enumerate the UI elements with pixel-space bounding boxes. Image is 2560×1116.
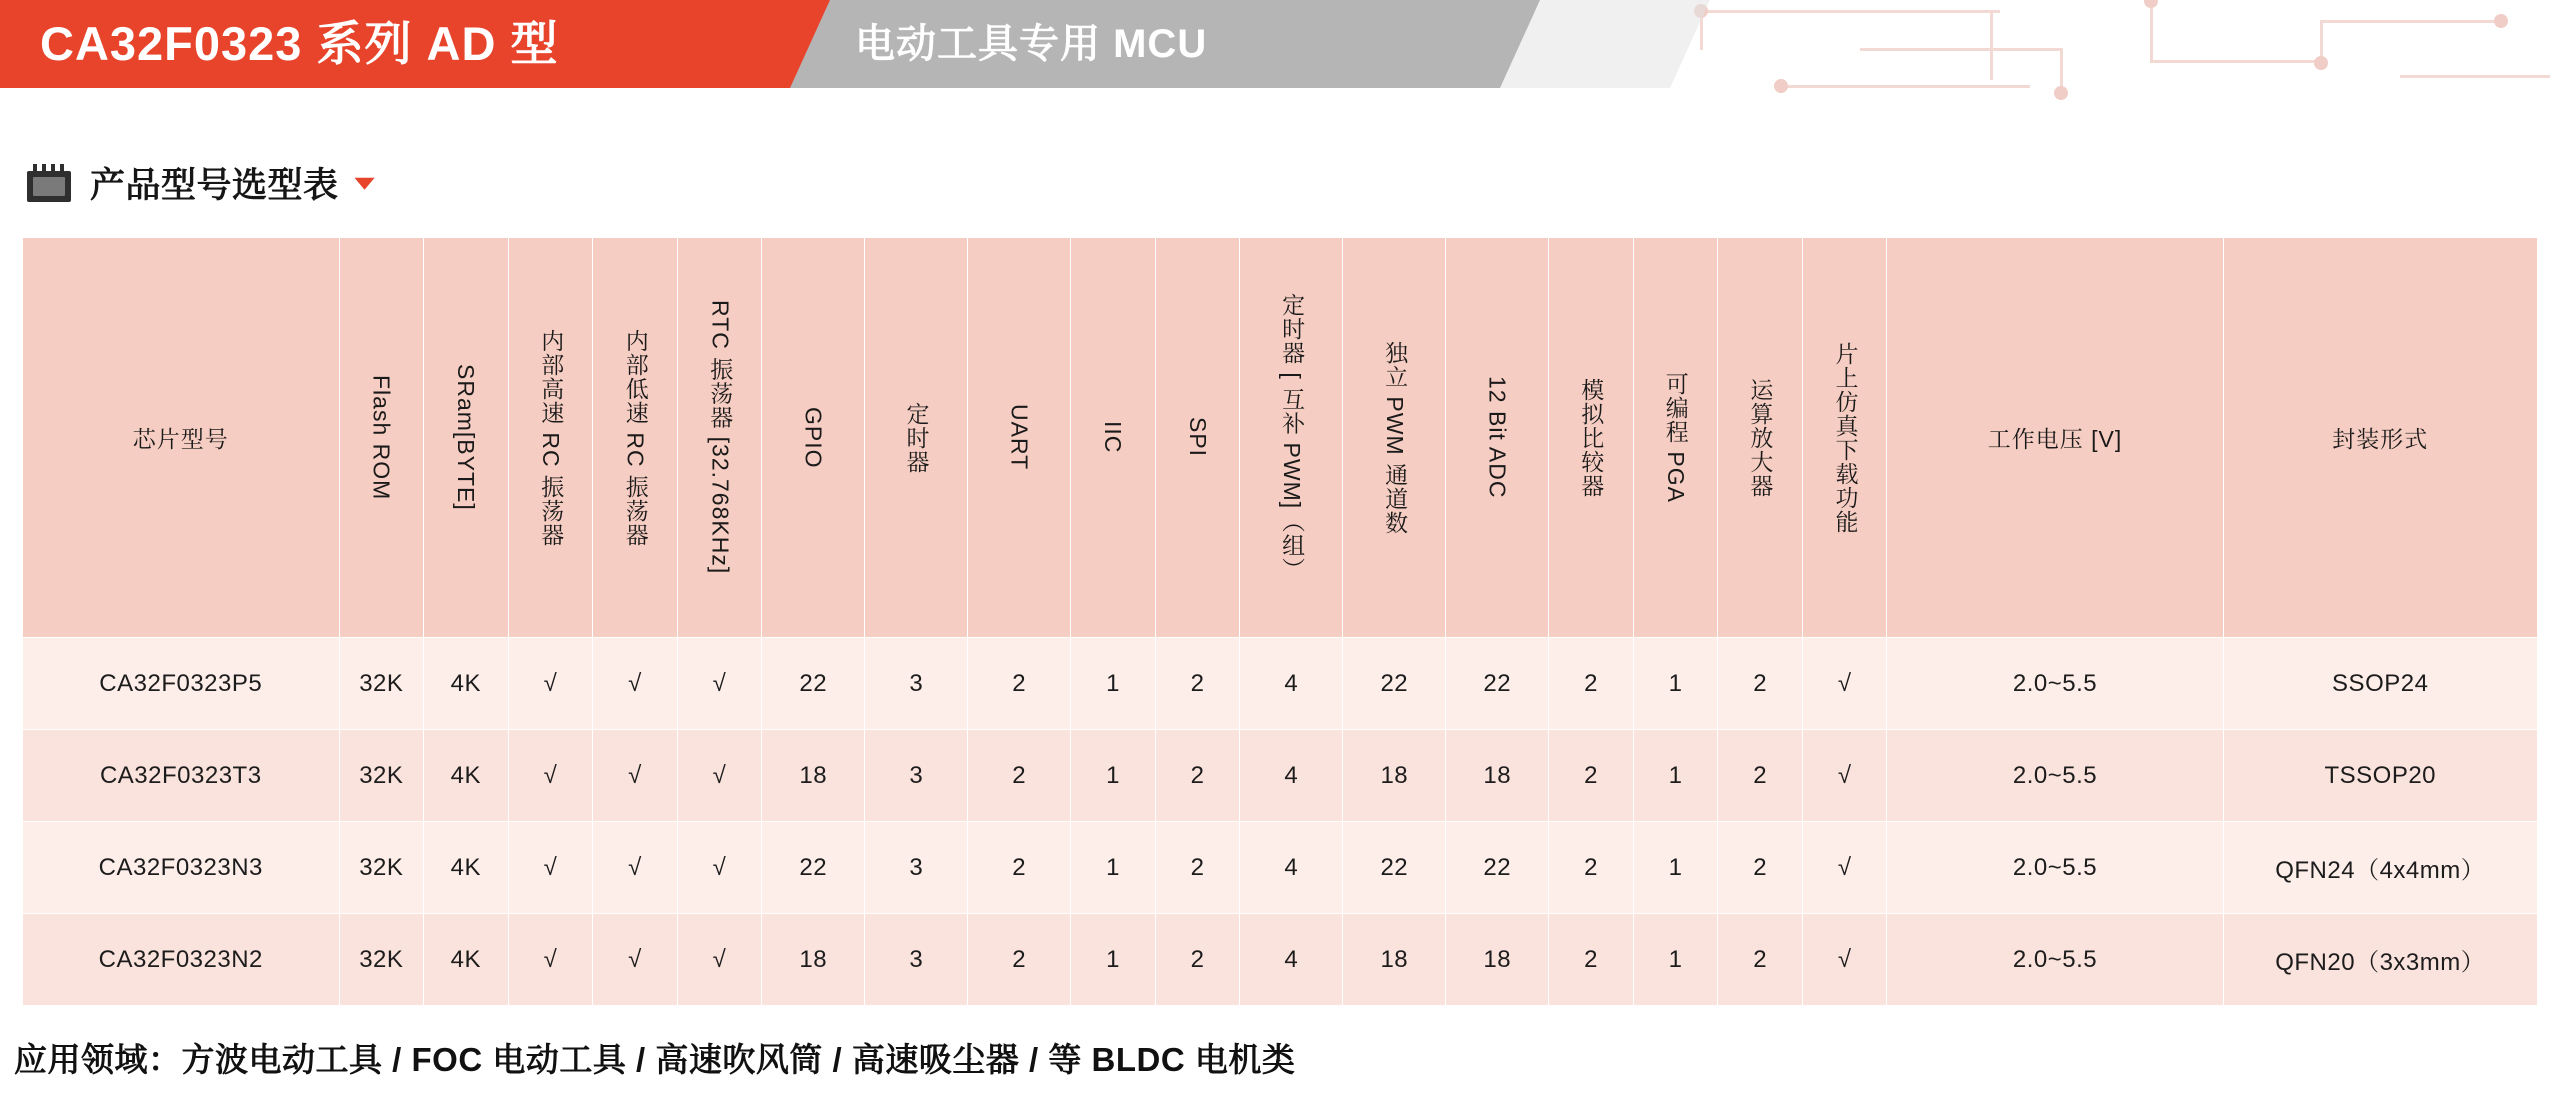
header-label: 运算放大器 [1747, 377, 1774, 498]
cell-uart: 2 [968, 730, 1071, 822]
cell-op-amp: 2 [1718, 914, 1803, 1006]
header-label: UART [1006, 404, 1033, 471]
cell-sram: 4K [424, 638, 509, 730]
cell-on-chip-debug: √ [1802, 638, 1887, 730]
cell-flash-rom: 32K [339, 822, 424, 914]
cell-spi: 2 [1155, 822, 1240, 914]
cell-on-chip-debug: √ [1802, 730, 1887, 822]
cell-chip-model: CA32F0323N3 [23, 822, 340, 914]
table-row [23, 638, 2538, 730]
application-areas-text: 应用领域：方波电动工具 / FOC 电动工具 / 高速吹风筒 / 高速吸尘器 / 等 BLDC 电机类 [14, 1041, 1296, 1078]
cell-internal-ls-rc: √ [593, 730, 678, 822]
cell-timer: 3 [865, 730, 968, 822]
header-12bit-adc [1446, 238, 1549, 638]
cell-timer-complementary-pwm: 4 [1240, 822, 1343, 914]
header-label: 片上仿真下载功能 [1832, 341, 1859, 534]
cell-analog-comparator: 2 [1549, 638, 1634, 730]
cell-independent-pwm-channels: 22 [1343, 638, 1446, 730]
cell-package-type: QFN24（4x4mm） [2223, 822, 2538, 914]
cell-iic: 1 [1071, 730, 1156, 822]
header-package-type [2223, 238, 2538, 638]
table-row [23, 730, 2538, 822]
header-uart [968, 238, 1071, 638]
cell-on-chip-debug: √ [1802, 914, 1887, 1006]
cell-operating-voltage: 2.0~5.5 [1887, 638, 2223, 730]
cell-independent-pwm-channels: 22 [1343, 822, 1446, 914]
cell-programmable-pga: 1 [1633, 914, 1718, 1006]
header-timer [865, 238, 968, 638]
spec-table-wrapper [22, 237, 2538, 1006]
cell-op-amp: 2 [1718, 730, 1803, 822]
cell-spi: 2 [1155, 730, 1240, 822]
cell-timer: 3 [865, 638, 968, 730]
cell-uart: 2 [968, 638, 1071, 730]
cell-rtc-osc: √ [677, 914, 762, 1006]
cell-timer-complementary-pwm: 4 [1240, 914, 1343, 1006]
cell-gpio: 22 [762, 822, 865, 914]
header-label: SRam[BYTE] [453, 364, 480, 511]
product-selection-table [22, 237, 2538, 1006]
cell-12bit-adc: 18 [1446, 914, 1549, 1006]
cell-uart: 2 [968, 914, 1071, 1006]
header-analog-comparator [1549, 238, 1634, 638]
header-chip-model [23, 238, 340, 638]
header-label: 12 Bit ADC [1484, 376, 1511, 499]
chip-icon [22, 164, 76, 202]
header-operating-voltage [1887, 238, 2223, 638]
cell-iic: 1 [1071, 822, 1156, 914]
header-label: RTC 振荡器 [32.768KHz] [707, 300, 734, 575]
header-independent-pwm-channels [1343, 238, 1446, 638]
cell-spi: 2 [1155, 914, 1240, 1006]
cell-timer-complementary-pwm: 4 [1240, 730, 1343, 822]
cell-analog-comparator: 2 [1549, 822, 1634, 914]
cell-internal-ls-rc: √ [593, 638, 678, 730]
header-label: 定时器 [903, 401, 930, 474]
cell-programmable-pga: 1 [1633, 730, 1718, 822]
cell-timer: 3 [865, 914, 968, 1006]
header-label: 内部高速 RC 振荡器 [538, 328, 565, 547]
cell-op-amp: 2 [1718, 638, 1803, 730]
cell-flash-rom: 32K [339, 730, 424, 822]
cell-operating-voltage: 2.0~5.5 [1887, 914, 2223, 1006]
header-label: IIC [1100, 421, 1127, 454]
table-row [23, 822, 2538, 914]
cell-12bit-adc: 22 [1446, 638, 1549, 730]
cell-12bit-adc: 22 [1446, 822, 1549, 914]
cell-rtc-osc: √ [677, 822, 762, 914]
header-label: 定时器 [ 互补 PWM]（组） [1279, 293, 1306, 582]
header-label: 内部低速 RC 振荡器 [622, 328, 649, 547]
header-spi [1155, 238, 1240, 638]
cell-analog-comparator: 2 [1549, 730, 1634, 822]
page-banner [0, 0, 2560, 105]
cell-internal-hs-rc: √ [508, 914, 593, 1006]
cell-package-type: TSSOP20 [2223, 730, 2538, 822]
header-flash-rom [339, 238, 424, 638]
cell-programmable-pga: 1 [1633, 822, 1718, 914]
cell-independent-pwm-channels: 18 [1343, 914, 1446, 1006]
cell-gpio: 18 [762, 914, 865, 1006]
cell-programmable-pga: 1 [1633, 638, 1718, 730]
banner-subtitle: 电动工具专用 MCU [855, 22, 1208, 66]
cell-flash-rom: 32K [339, 638, 424, 730]
header-rtc-osc [677, 238, 762, 638]
header-label: Flash ROM [368, 374, 395, 501]
cell-chip-model: CA32F0323N2 [23, 914, 340, 1006]
section-header [22, 155, 2560, 211]
cell-uart: 2 [968, 822, 1071, 914]
cell-sram: 4K [424, 914, 509, 1006]
cell-internal-ls-rc: √ [593, 914, 678, 1006]
cell-rtc-osc: √ [677, 730, 762, 822]
header-op-amp [1718, 238, 1803, 638]
header-label: 芯片型号 [132, 426, 229, 452]
cell-on-chip-debug: √ [1802, 822, 1887, 914]
header-label: 封装形式 [2332, 426, 2429, 452]
cell-rtc-osc: √ [677, 638, 762, 730]
cell-sram: 4K [424, 822, 509, 914]
cell-timer-complementary-pwm: 4 [1240, 638, 1343, 730]
cell-package-type: QFN20（3x3mm） [2223, 914, 2538, 1006]
header-label: SPI [1184, 417, 1211, 458]
header-label: GPIO [800, 406, 827, 469]
cell-package-type: SSOP24 [2223, 638, 2538, 730]
cell-iic: 1 [1071, 638, 1156, 730]
cell-sram: 4K [424, 730, 509, 822]
header-on-chip-debug [1802, 238, 1887, 638]
banner-title: CA32F0323 系列 AD 型 [40, 17, 559, 70]
cell-analog-comparator: 2 [1549, 914, 1634, 1006]
cell-internal-hs-rc: √ [508, 638, 593, 730]
header-label: 可编程 PGA [1662, 372, 1689, 503]
section-title: 产品型号选型表 [90, 166, 339, 205]
table-header-row [23, 238, 2538, 638]
cell-12bit-adc: 18 [1446, 730, 1549, 822]
chevron-down-icon[interactable]: ▾ [353, 169, 375, 196]
cell-gpio: 22 [762, 638, 865, 730]
cell-internal-hs-rc: √ [508, 730, 593, 822]
cell-internal-ls-rc: √ [593, 822, 678, 914]
header-programmable-pga [1633, 238, 1718, 638]
cell-operating-voltage: 2.0~5.5 [1887, 822, 2223, 914]
cell-chip-model: CA32F0323T3 [23, 730, 340, 822]
header-internal-hs-rc [508, 238, 593, 638]
header-internal-ls-rc [593, 238, 678, 638]
header-label: 工作电压 [V] [1987, 426, 2123, 452]
cell-chip-model: CA32F0323P5 [23, 638, 340, 730]
header-iic [1071, 238, 1156, 638]
cell-timer: 3 [865, 822, 968, 914]
header-label: 独立 PWM 通道数 [1382, 340, 1409, 535]
cell-internal-hs-rc: √ [508, 822, 593, 914]
cell-gpio: 18 [762, 730, 865, 822]
cell-op-amp: 2 [1718, 822, 1803, 914]
header-timer-complementary-pwm [1240, 238, 1343, 638]
header-gpio [762, 238, 865, 638]
header-label: 模拟比较器 [1578, 377, 1605, 498]
cell-independent-pwm-channels: 18 [1343, 730, 1446, 822]
cell-iic: 1 [1071, 914, 1156, 1006]
cell-spi: 2 [1155, 638, 1240, 730]
table-row [23, 914, 2538, 1006]
header-sram [424, 238, 509, 638]
cell-operating-voltage: 2.0~5.5 [1887, 730, 2223, 822]
cell-flash-rom: 32K [339, 914, 424, 1006]
